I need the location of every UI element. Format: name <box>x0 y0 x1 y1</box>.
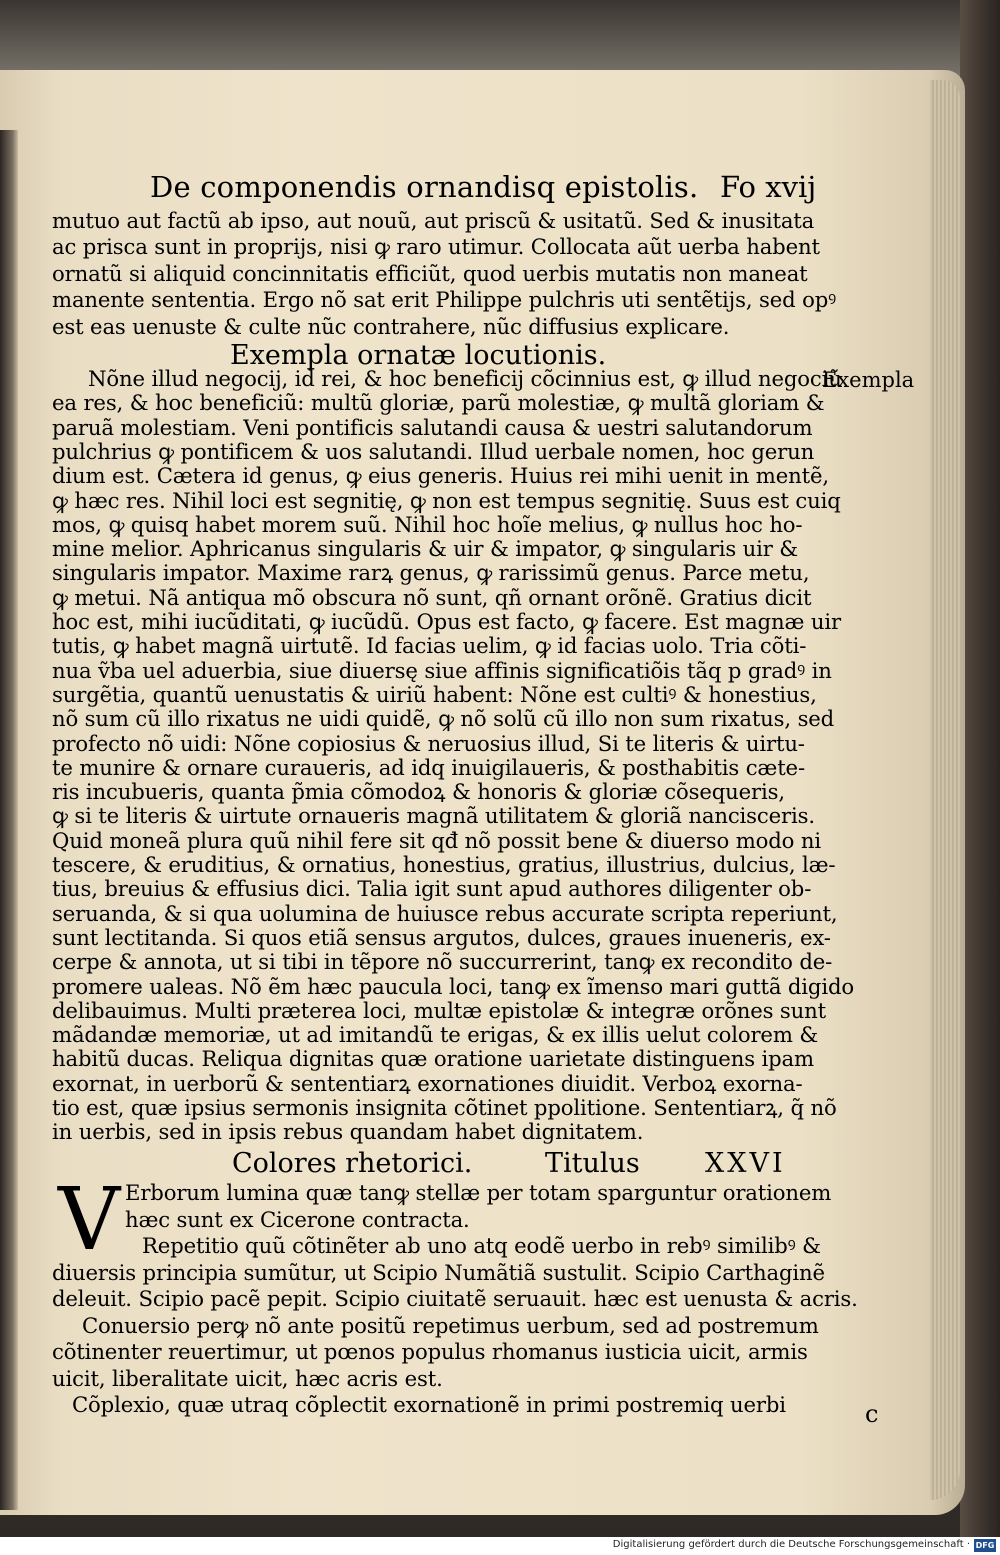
book-cover-edge <box>960 0 1000 1540</box>
text-line: sunt lectitanda. Si quos etiã sensus argutos, dulces, graues inueneris, ex- <box>52 924 831 950</box>
text-line: Repetitio quũ cõtinẽter ab uno atq eodẽ uerbo in rebꝰ similibꝰ & <box>142 1233 821 1258</box>
footer-credit: Digitalisierung gefördert durch die Deutsche Forschungsgemeinschaft · <box>612 1539 970 1550</box>
drop-capital: V <box>58 1170 121 1270</box>
text-line: surgẽtia, quantũ uenustatis & uiriũ habent: Nõne est cultiꝰ & honestius, <box>52 681 817 707</box>
text-line: Cõplexio, quæ utraq cõplectit exornationẽ in primi postremiq uerbi <box>72 1392 786 1417</box>
titulus-number: XXVI <box>705 1148 786 1179</box>
text-line: exornat, in uerborũ & sententiarꝝ exornationes diuidit. Verboꝝ exorna- <box>52 1070 803 1096</box>
text-line: nõ sum cũ illo rixatus ne uidi quidẽ, ꝙ nõ solũ cũ illo non sum rixatus, sed <box>52 706 835 732</box>
text-line: mutuo aut factũ ab ipso, aut nouũ, aut priscũ & usitatũ. Sed & inusitata <box>52 208 815 233</box>
text-line: te munire & ornare curaueris, ad idq inuigilaueris, & posthabitis cæte- <box>52 754 805 780</box>
text-line: mãdandæ memoriæ, ut ad imitandũ te erigas, & ex illis uelut colorem & <box>52 1022 819 1048</box>
text-line: Nõne illud negocij, id rei, & hoc beneficij cõcinnius est, ꝙ illud negociũ <box>88 366 842 391</box>
text-line: ꝙ hæc res. Nihil loci est segnitię, ꝙ non est tempus segnitię. Suus est cuiq <box>52 487 841 513</box>
text-line: tescere, & eruditius, & ornatius, honestius, gratius, illustrius, dulcius, læ- <box>52 852 836 877</box>
text-line: manente sententia. Ergo nõ sat erit Philippe pulchris uti sentẽtijs, sed opꝰ <box>52 287 837 313</box>
text-line: diuersis principia sumũtur, ut Scipio Numãtiã sustulit. Scipio Carthaginẽ <box>52 1259 825 1285</box>
text-line: paruã molestiam. Veni pontificis salutandi causa & uestri salutandorum <box>52 414 813 440</box>
text-line: est eas uenuste & culte nũc contrahere, nũc diffusius explicare. <box>52 313 730 339</box>
folio-number: Fo xvij <box>720 170 817 204</box>
text-line: mine melior. Aphricanus singularis & uir & impator, ꝙ singularis uir & <box>52 536 799 562</box>
dfg-logo: DFG <box>975 1541 995 1550</box>
text-line: deleuit. Scipio pacẽ pepit. Scipio ciuitatẽ seruauit. hæc est uenusta & acris. <box>52 1286 858 1311</box>
text-line: nua ṽba uel aduerbia, siue diuersę siue affinis significatiõis tãq p gradꝰ in <box>52 657 832 683</box>
text-line: ea res, & hoc beneficiũ: multũ gloriæ, parũ molestiæ, ꝙ multã gloriam & <box>52 390 825 416</box>
page-stack-edge <box>930 80 960 1500</box>
text-line: ris incubueris, quanta p̃mia cõmodoꝝ & honoris & gloriæ cõsequeris, <box>52 779 785 805</box>
text-line: profecto nõ uidi: Nõne copiosius & neruosius illud, Si te literis & uirtu- <box>52 730 805 756</box>
text-line: seruanda, & si qua uolumina de huiusce rebus accurate scripta reperiunt, <box>52 900 838 926</box>
text-line: tio est, quæ ipsius sermonis insignita cõtinet ppolitione. Sententiarꝝ, q̃ nõ <box>52 1095 837 1120</box>
titulus-label: Titulus <box>545 1148 640 1179</box>
heading-colores: Colores rhetorici. <box>232 1148 473 1179</box>
text-line: Quid moneã plura quũ nihil fere sit qđ nõ possit bene & diuerso modo ni <box>52 827 821 853</box>
text-line: ornatũ si aliquid concinnitatis efficiũt, quod uerbis mutatis non maneat <box>52 260 808 286</box>
text-line: in uerbis, sed in ipsis rebus quandam habet dignitatem. <box>52 1119 644 1145</box>
text-line: delibauimus. Multi præterea loci, multæ epistolæ & integræ orõnes sunt <box>52 997 826 1023</box>
text-line: habitũ ducas. Reliqua dignitas quæ oratione uarietate distinguens ipam <box>52 1046 814 1072</box>
text-line: Erborum lumina quæ tanꝙ stellæ per totam sparguntur orationem <box>125 1180 832 1205</box>
text-line: mos, ꝙ quisq habet morem suũ. Nihil hoc hoĩe melius, ꝙ nullus hoc ho- <box>52 511 803 537</box>
page-gutter <box>0 130 18 1510</box>
text-line: ac prisca sunt in proprijs, nisi ꝙ raro utimur. Collocata aũt uerba habent <box>52 234 820 260</box>
marginal-note: Exempla <box>822 368 915 392</box>
text-line: promere ualeas. Nõ ẽm hæc paucula loci, tanꝙ ex ĩmenso mari guttã digido <box>52 973 854 999</box>
text-line: uicit, liberalitate uicit, hæc acris est. <box>52 1365 443 1391</box>
text-line: cõtinenter reuertimur, ut pœnos populus rhomanus iusticia uicit, armis <box>52 1339 808 1364</box>
text-line: ꝙ si te literis & uirtute ornaueris magnã utilitatem & gloriã nancisceris. <box>52 803 815 829</box>
text-line: singularis impator. Maxime rarꝝ genus, ꝙ rarissimũ genus. Parce metu, <box>52 560 810 586</box>
text-line: tius, breuius & effusius dici. Talia igit sunt apud authores diligenter ob- <box>52 876 812 902</box>
text-line: ꝙ metui. Nã antiqua mõ obscura nõ sunt, qñ ornant orõnẽ. Gratius dicit <box>52 584 812 610</box>
text-line: pulchrius ꝙ pontificem & uos salutandi. Illud uerbale nomen, hoc gerun <box>52 438 815 464</box>
text-line: hoc est, mihi iucũditati, ꝙ iucũdũ. Opus est facto, ꝙ facere. Est magnæ uir <box>52 609 841 634</box>
text-line: dium est. Cætera id genus, ꝙ eius generis. Huius rei mihi uenit in mentẽ, <box>52 463 829 489</box>
heading-exempla: Exempla ornatæ locutionis. <box>230 340 607 371</box>
text-line: cerpe & annota, ut si tibi in tẽpore nõ succurrerint, tanꝙ ex recondito de- <box>52 949 833 975</box>
signature-mark: c <box>865 1400 879 1428</box>
text-line: hæc sunt ex Cicerone contracta. <box>125 1206 470 1232</box>
text-line: Conuersio perꝙ nõ ante positũ repetimus uerbum, sed ad postremum <box>82 1312 819 1338</box>
running-head: De componendis ornandisq epistolis. <box>150 170 699 204</box>
text-line: tutis, ꝙ habet magnã uirtutẽ. Id facias uelim, ꝙ id facias uolo. Tria cõti- <box>52 633 807 659</box>
